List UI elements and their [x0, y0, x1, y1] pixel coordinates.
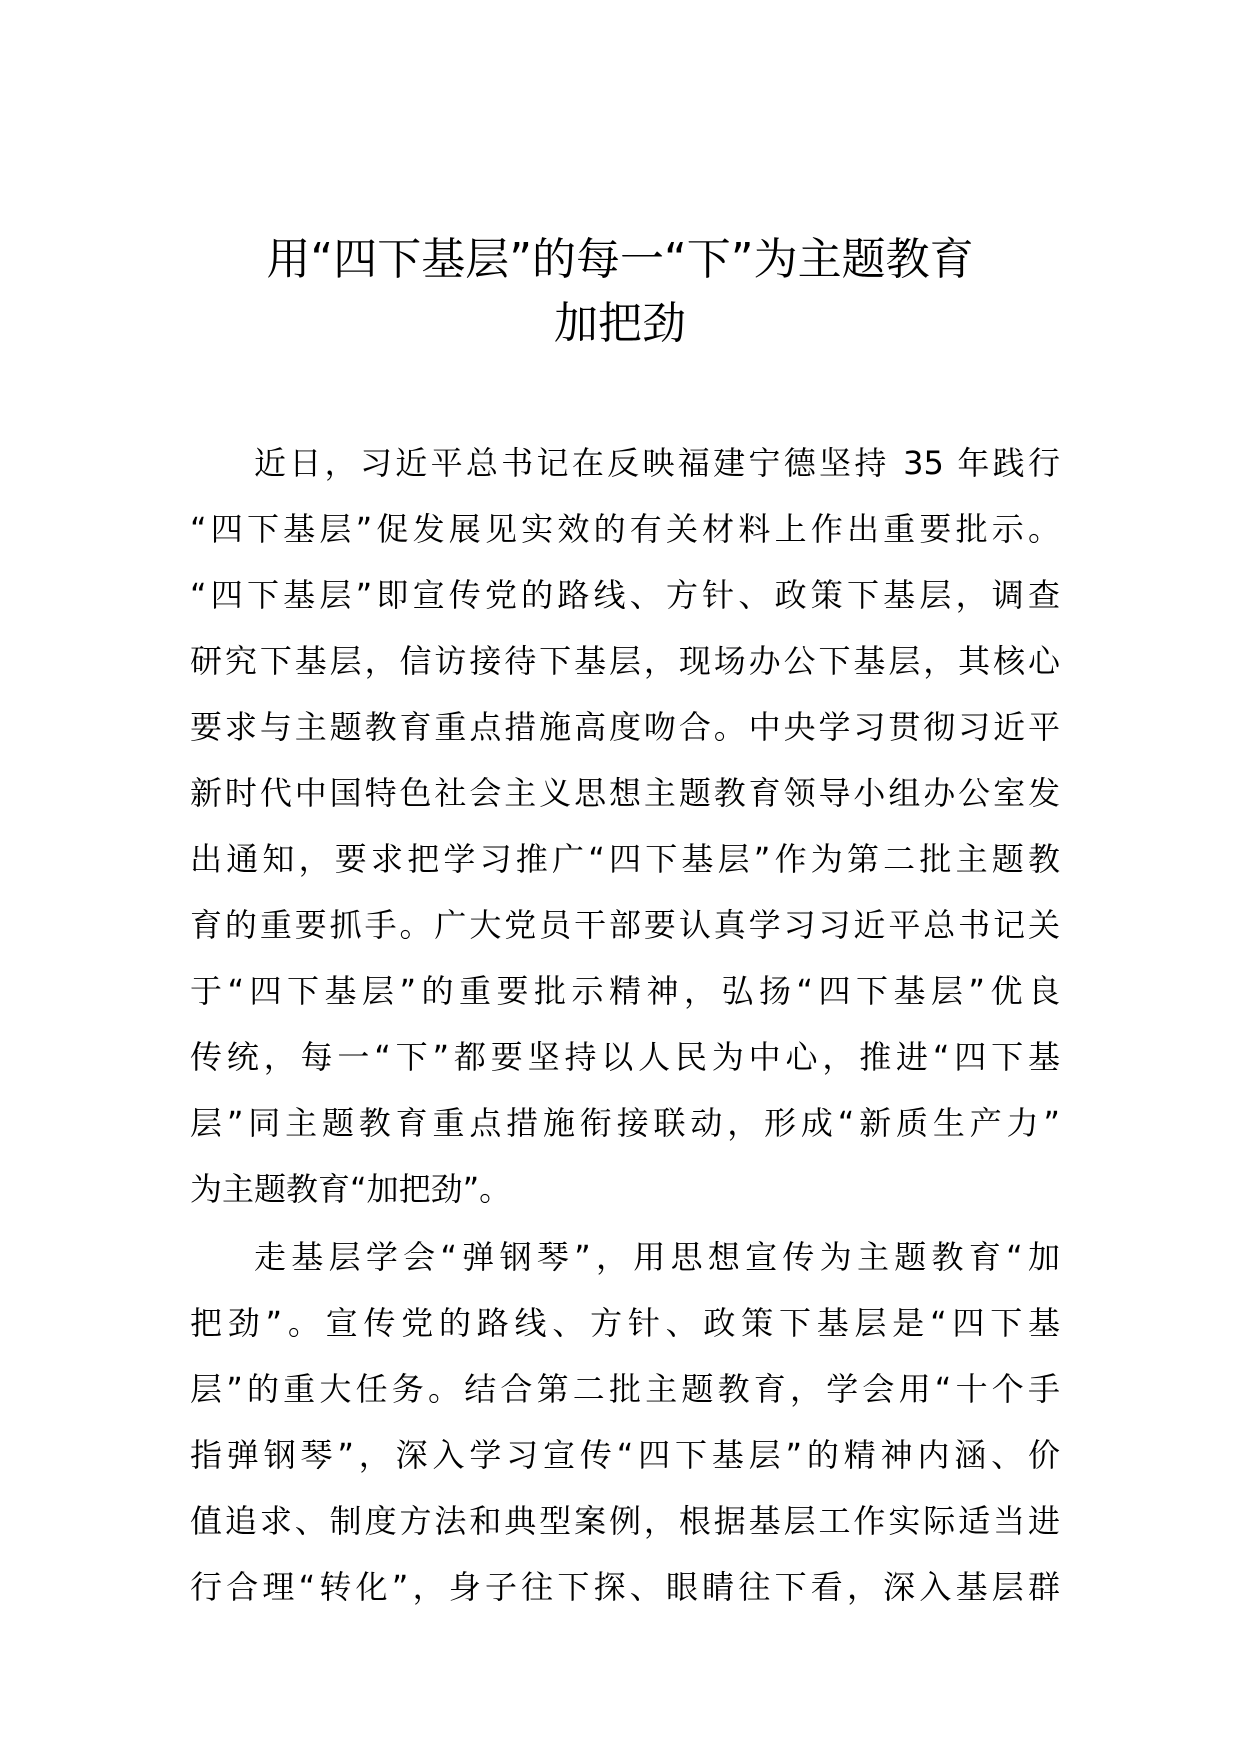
text-line: 要求与主题教育重点措施高度吻合。中央学习贯彻习近平	[190, 708, 1060, 746]
document-body	[190, 430, 1060, 1622]
title-line-1: 用“四下基层”的每一“下”为主题教育	[266, 234, 974, 285]
text-line: 走基层学会“弹钢琴”，用思想宣传为主题教育“加	[254, 1238, 1060, 1276]
paragraph-1	[190, 430, 1060, 1222]
text-line: 行合理“转化”，身子往下探、眼睛往下看，深入基层群	[190, 1568, 1060, 1606]
text-line: 指弹钢琴”，深入学习宣传“四下基层”的精神内涵、价	[190, 1436, 1060, 1474]
text-line: 近日，习近平总书记在反映福建宁德坚持 35 年践行	[254, 444, 1060, 482]
text-line: 为主题教育“加把劲”。	[190, 1170, 512, 1208]
text-line: “四下基层”即宣传党的路线、方针、政策下基层，调查	[190, 576, 1060, 614]
text-line: 传统，每一“下”都要坚持以人民为中心，推进“四下基	[190, 1038, 1060, 1076]
document-title	[180, 228, 1060, 356]
text-line: 层”的重大任务。结合第二批主题教育，学会用“十个手	[190, 1370, 1060, 1408]
text-line: 把劲”。宣传党的路线、方针、政策下基层是“四下基	[190, 1304, 1060, 1342]
paragraph-2	[190, 1224, 1060, 1620]
text-line: “四下基层”促发展见实效的有关材料上作出重要批示。	[190, 510, 1060, 548]
text-line: 研究下基层，信访接待下基层，现场办公下基层，其核心	[190, 642, 1060, 680]
text-line: 出通知，要求把学习推广“四下基层”作为第二批主题教	[190, 840, 1060, 878]
text-line: 层”同主题教育重点措施衔接联动，形成“新质生产力”	[190, 1104, 1060, 1142]
text-line: 于“四下基层”的重要批示精神，弘扬“四下基层”优良	[190, 972, 1060, 1010]
text-line: 新时代中国特色社会主义思想主题教育领导小组办公室发	[190, 774, 1060, 812]
title-line-2: 加把劲	[554, 298, 686, 349]
text-line: 值追求、制度方法和典型案例，根据基层工作实际适当进	[190, 1502, 1060, 1540]
text-line: 育的重要抓手。广大党员干部要认真学习习近平总书记关	[190, 906, 1060, 944]
